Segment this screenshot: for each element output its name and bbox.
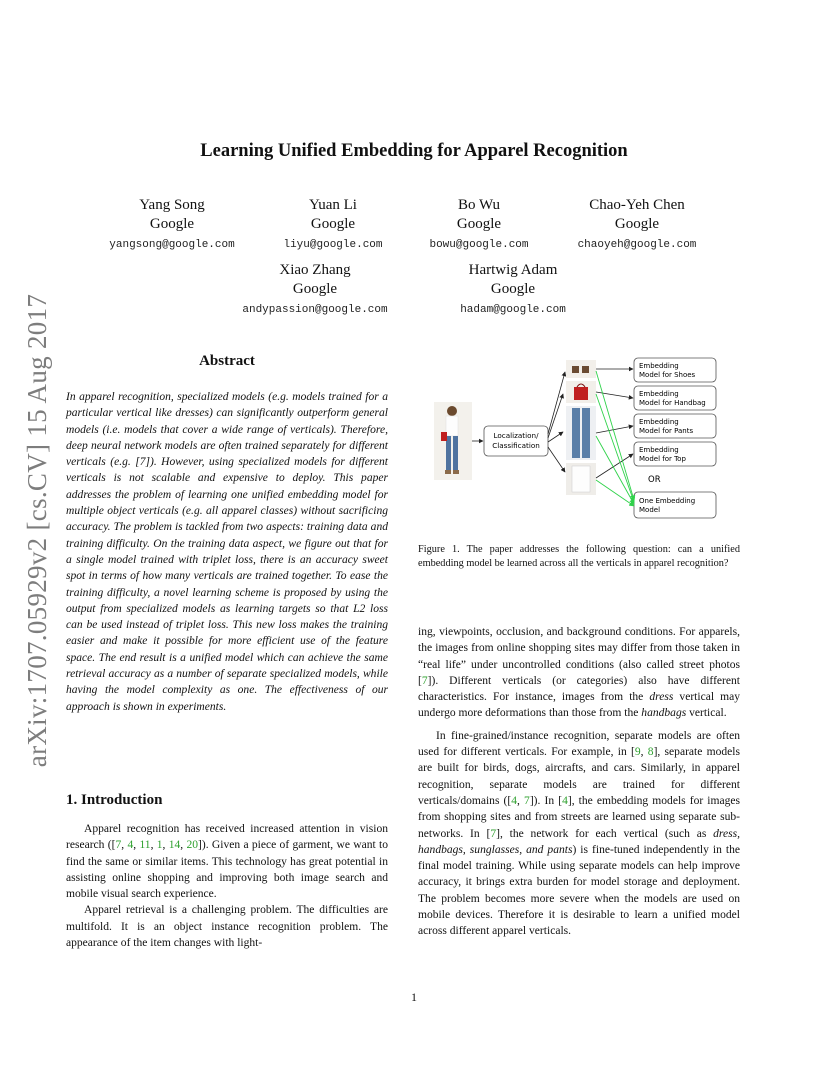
- embedding-box-label: Embedding: [639, 446, 679, 454]
- author-name: Xiao Zhang: [279, 262, 351, 278]
- intro-paragraph: Apparel recognition has received increased attention in vision research ([7, 4, 11, 1, 14, 20]). Given a piece of garment, we want to find the same or similar items. This technology has great potential in assisting online shopping and improving both image search and mobile visual search experience.: [66, 823, 389, 901]
- citation-link[interactable]: 1: [156, 839, 163, 852]
- introduction-heading: 1. Introduction: [66, 792, 163, 808]
- embedding-box-label: Model for Top: [639, 455, 686, 463]
- author-affiliation: Google: [456, 216, 502, 232]
- unified-box-label: Model: [639, 506, 661, 514]
- figure-diagram: [430, 354, 730, 526]
- embedding-box-label: Model for Pants: [639, 427, 694, 435]
- author-email[interactable]: chaoyeh@google.com: [577, 239, 697, 251]
- author-email[interactable]: andypassion@google.com: [242, 304, 388, 316]
- author-affiliation: Google: [310, 216, 356, 232]
- abstract-heading: Abstract: [199, 353, 255, 369]
- author-email[interactable]: liyu@google.com: [283, 239, 383, 251]
- arrow: [596, 392, 633, 398]
- embedding-box-label: Embedding: [639, 362, 679, 370]
- author-email[interactable]: yangsong@google.com: [109, 239, 235, 251]
- author-name: Yang Song: [139, 197, 205, 213]
- localization-label: Classification: [492, 441, 540, 450]
- embedding-box-label: Embedding: [639, 418, 679, 426]
- citation-link[interactable]: 7: [490, 827, 497, 840]
- page-number: 1: [411, 990, 417, 1004]
- intro-paragraph: ing, viewpoints, occlusion, and background conditions. For apparels, the images from online shopping sites may differ from those taken in “real life” under uncontrolled conditions (also called street photos [7]). Different verticals (or categories) also have different characteristics. For instance, images from the dress vertical may undergo more deformations than those from the handbags vertical.: [418, 626, 740, 720]
- citation-link[interactable]: 4: [127, 839, 134, 852]
- intro-right-column: [418, 624, 740, 940]
- intro-paragraph: In fine-grained/instance recognition, separate models are often used for different verticals. For example, in [9, 8], separate models are built for birds, dogs, aircrafts, and cars. Similarly, in apparel recognition, separate models are trained for different verticals/domains ([4, 7]). In [4], the embedding models for images from shopping sites and from streets are learned using separate sub-networks. In [7], the network for each vertical (such as dress, handbags, sunglasses, and pants) is fine-tuned independently in the final model training. While using separate models can help improve accuracy, it brings extra burden for model storage and deployment. The problem becomes more severe when the models are used on mobile devices. Therefore it is desirable to learn a unified model across different apparel verticals.: [418, 729, 741, 938]
- citation-link[interactable]: 8: [647, 746, 654, 759]
- author-block: [403, 261, 623, 316]
- author-block: [205, 261, 425, 316]
- citation-link[interactable]: 14: [168, 839, 181, 852]
- citation-link[interactable]: 7: [524, 794, 530, 807]
- author-email[interactable]: bowu@google.com: [429, 239, 529, 251]
- unified-box-label: One Embedding: [639, 497, 696, 505]
- citation-link[interactable]: 11: [139, 839, 151, 852]
- arrow: [548, 447, 565, 472]
- author-email[interactable]: hadam@google.com: [460, 304, 566, 316]
- intro-paragraph: Apparel retrieval is a challenging problem. The difficulties are multifold. It is an object instance recognition problem. The appearance of the item changes with light-: [66, 904, 388, 950]
- arrow: [548, 394, 563, 438]
- author-name: Chao-Yeh Chen: [589, 197, 685, 213]
- unified-embedding-box: [634, 492, 716, 518]
- arrow: [548, 432, 563, 442]
- abstract-text: In apparel recognition, specialized models (e.g. models trained for a particular vertical like dresses) can significantly outperform general models (i.e. models that cover a wide range of verticals). Therefore, deep neural network models are often trained separately for different verticals (e.g. [7]). However, using specialized models for different verticals is not scalable and expensive to deploy. This paper addresses the problem of learning one unified embedding model for multiple object verticals (e.g. all apparel classes) without sacrificing accuracy. The problem is tackled from two aspects: training data and training difficulty. On the training data aspect, we figure out that for a single model trained with triplet loss, there is an accuracy sweet spot in terms of how many verticals are trained together. To ease the training difficulty, a novel learning scheme is proposed by using the output from specialized models as learning targets so that L2 loss can be used instead of triplet loss. This new loss makes the training easier and make it possible for more efficient use of the feature space. The end result is a unified model which can achieve the same retrieval accuracy as a number of separate specialized models, while having the model complexity as one. The effectiveness of our approach is shown in experiments.: [66, 391, 388, 713]
- arrow: [596, 394, 634, 502]
- citation-link[interactable]: 7: [115, 839, 122, 852]
- embedding-box-label: Model for Shoes: [639, 371, 696, 379]
- or-label: OR: [648, 475, 661, 485]
- arxiv-identifier: arXiv:1707.05929v2 [cs.CV] 15 Aug 2017: [22, 293, 53, 767]
- author-affiliation: Google: [614, 216, 660, 232]
- crop-top: [566, 463, 596, 495]
- citation-link[interactable]: 4: [562, 794, 568, 807]
- author-affiliation: Google: [490, 281, 536, 297]
- crop-shoes: [566, 360, 596, 378]
- citation-link[interactable]: 7: [421, 674, 428, 687]
- crop-pants: [566, 406, 596, 460]
- author-affiliation: Google: [149, 216, 195, 232]
- author-name: Bo Wu: [457, 197, 501, 213]
- author-block: [527, 196, 747, 251]
- citation-link[interactable]: 20: [186, 839, 199, 852]
- localization-label: Localization/: [493, 431, 539, 440]
- embedding-box-label: Model for Handbag: [639, 399, 706, 407]
- arrow: [548, 372, 565, 434]
- figure-caption: Figure 1. The paper addresses the following question: can a unified embedding model be learned across all the verticals in apparel recognition?: [418, 544, 740, 570]
- arrow: [596, 454, 633, 478]
- crop-handbag: [566, 381, 596, 403]
- embedding-box-label: Embedding: [639, 390, 679, 398]
- arrow: [596, 436, 634, 504]
- input-photo: [434, 402, 472, 480]
- citation-link[interactable]: 9: [634, 746, 641, 759]
- paper-title: Learning Unified Embedding for Apparel Recognition: [200, 141, 628, 161]
- arrow: [596, 426, 633, 433]
- arrow: [596, 371, 634, 500]
- author-name: Hartwig Adam: [468, 262, 558, 278]
- citation-link[interactable]: 4: [511, 794, 518, 807]
- author-name: Yuan Li: [309, 197, 357, 213]
- intro-left-column: [66, 821, 388, 951]
- author-affiliation: Google: [292, 281, 338, 297]
